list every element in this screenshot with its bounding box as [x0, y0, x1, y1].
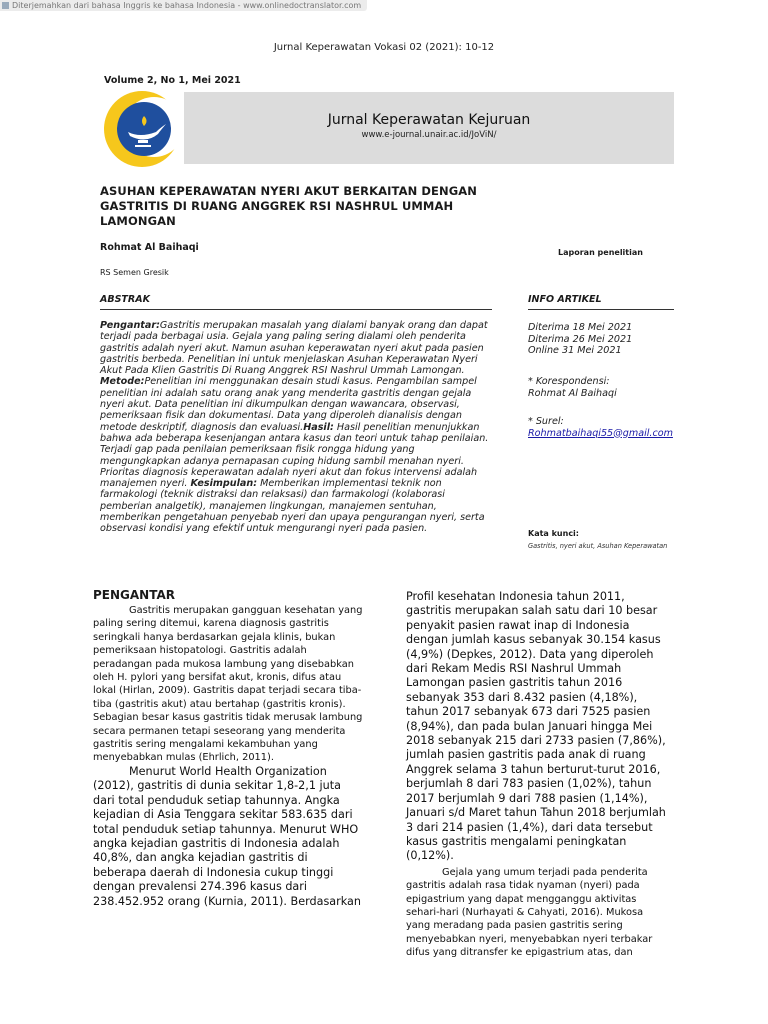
journal-header-bar — [184, 92, 674, 164]
info-rule — [528, 309, 674, 310]
title-line: GASTRITIS DI RUANG ANGGREK RSI NASHRUL UMMAH — [100, 199, 454, 213]
lamp-icon — [100, 90, 186, 168]
email-label: * Surel: — [528, 416, 564, 427]
metode-label: Metode: — [100, 376, 145, 388]
email-block — [528, 416, 673, 439]
journal-logo — [100, 90, 186, 168]
title-line: LAMONGAN — [100, 214, 176, 228]
kesimpulan-text: Memberikan implementasi teknik non farmakologi (teknik distraksi dan relaksasi) dan farmakologi (kolaborasi pemberian analgetik), manajemen lingkungan, manajemen sentuhan, memberikan pengetahuan penyebab nyeri dan upaya pengurangan nyeri, serta observasi kondisi yang efektif untuk mengurangi nyeri pada pasien. — [100, 478, 485, 535]
translator-icon — [2, 2, 9, 9]
email-link[interactable]: Rohmatbaihaqi55@gmail.com — [528, 427, 673, 439]
journal-url[interactable]: www.e-journal.unair.ac.id/JoViN/ — [361, 130, 497, 140]
pengantar-label: Pengantar: — [100, 320, 160, 331]
correspondence-label: * Korespondensi: — [528, 376, 610, 387]
article-type: Laporan penelitian — [558, 248, 643, 257]
info-heading: INFO ARTIKEL — [528, 294, 602, 305]
abstract-body — [100, 320, 492, 535]
author-name: Rohmat Al Baihaqi — [100, 242, 199, 253]
abstract-heading: ABSTRAK — [100, 294, 150, 305]
keywords-text: Gastritis, nyeri akut, Asuhan Keperawatan — [528, 542, 668, 550]
correspondence — [528, 376, 617, 399]
article-title — [100, 184, 480, 229]
article-dates — [528, 322, 632, 357]
volume-info: Volume 2, No 1, Mei 2021 — [104, 75, 241, 86]
received-date: Diterima 18 Mei 2021 — [528, 322, 633, 333]
kesimpulan-label: Kesimpulan: — [190, 478, 258, 490]
keywords-label: Kata kunci: — [528, 529, 579, 538]
hasil-label: Hasil: — [303, 421, 334, 433]
correspondence-name: Rohmat Al Baihaqi — [528, 387, 617, 399]
pengantar-text: Gastritis merupakan masalah yang dialami banyak orang dan dapat terjadi pada berbagai usia. Gejala yang paling sering dialami oleh penderita gastritis adalah nyeri akut. Namun asuhan keperawatan nyeri akut pada pasien gastritis berbeda. Penelitian ini untuk menjelaskan Asuhan Keperawatan Nyeri Akut Pada Klien Gastritis Di Ruang Anggrek RSI Nashrul Ummah Lamongan. — [100, 320, 488, 377]
title-line: ASUHAN KEPERAWATAN NYERI AKUT BERKAITAN DENGAN — [100, 184, 477, 198]
section-heading-pengantar: PENGANTAR — [93, 588, 175, 602]
paragraph: Gejala yang umum terjadi pada penderita gastritis adalah rasa tidak nyaman (nyeri) pada epigastrium yang dapat mengganggu aktivitas sehari-hari (Nurhayati & Cahyati, 2016). Mukosa yang meradang pada pasien gastritis sering menyebabkan nyeri, menyebabkan nyeri terbakar difus yang ditransfer ke epigastrium atas, dan — [406, 866, 653, 959]
abstract-rule — [100, 309, 492, 310]
translation-banner[interactable]: Diterjemahkan dari bahasa Inggris ke bahasa Indonesia - www.onlinedoctranslator.com — [0, 0, 367, 11]
paragraph: Profil kesehatan Indonesia tahun 2011, gastritis merupakan salah satu dari 10 besar penyakit pasien rawat inap di Indonesia dengan jumlah kasus sebanyak 30.154 kasus (4,9%) (Depkes, 2012). Data yang diperoleh dari Rekam Medis RSI Nashrul Ummah Lamongan pasien gastritis tahun 2016 sebanyak 353 dari 8.432 pasien (4,18%), tahun 2017 sebanyak 673 dari 7525 pasien (8,94%), dan pada bulan Januari hingga Mei 2018 sebanyak 215 dari 2733 pasien (7,86%), jumlah pasien gastritis pada anak di ruang Anggrek selama 3 tahun berturut-turut 2016, berjumlah 8 dari 783 pasien (1,02%), tahun 2017 berjumlah 9 dari 788 pasien (1,14%), Januari s/d Maret tahun Tahun 2018 berjumlah 3 dari 214 pasien (1,4%), dari data tersebut kasus gastritis mengalami peningkatan (0,12%). — [406, 590, 666, 863]
metode-text: Penelitian ini menggunakan desain studi kasus. Pengambilan sampel penelitian ini adalah satu orang anak yang menderita gastritis dengan gejala nyeri akut. Data penelitian ini dikumpulkan dengan wawancara, observasi, pemeriksaan fisik dan dokumentasi. Data yang diperoleh dianalisis dengan metode deskriptif, diagnosis dan evaluasi. — [100, 376, 477, 433]
running-header: Jurnal Keperawatan Vokasi 02 (2021): 10-12 — [273, 42, 495, 53]
left-column — [93, 604, 363, 909]
paragraph: Menurut World Health Organization (2012), gastritis di dunia sekitar 1,8-2,1 juta dari total penduduk setiap tahunnya. Angka kejadian di Asia Tenggara sekitar 583.635 dari total penduduk setiap tahunnya. Menurut WHO angka kejadian gastritis di Indonesia adalah 40,8%, dan angka kejadian gastritis di beberapa daerah di Indonesia cukup tinggi dengan prevalensi 274.396 kasus dari 238.452.952 orang (Kurnia, 2011). Berdasarkan — [93, 764, 361, 908]
author-affiliation: RS Semen Gresik — [100, 268, 169, 277]
paragraph: Gastritis merupakan gangguan kesehatan yang paling sering ditemui, karena diagnosis gastritis seringkali hanya berdasarkan gejala klinis, bukan pemeriksaan histopatologi. Gastritis adalah peradangan pada mukosa lambung yang disebabkan oleh H. pylori yang bersifat akut, kronis, difus atau lokal (Hirlan, 2009). Gastritis dapat terjadi secara tiba-tiba (gastritis akut) atau bertahap (gastritis kronis). Sebagian besar kasus gastritis tidak merusak lambung secara permanen tetapi seseorang yang menderita gastritis sering mengalami kekambuhan yang menyebabkan mulas (Ehrlich, 2011). — [93, 605, 363, 764]
journal-name: Jurnal Keperawatan Kejuruan — [327, 112, 531, 128]
hasil-text: Hasil penelitian menunjukkan bahwa ada beberapa kesenjangan antara kasus dan teori untuk tahap penilaian. Terjadi gap pada penilaian pemeriksaan fisik rongga hidung yang mengungkapkan adanya pernapasan cuping hidung sambil menahan nyeri. Prioritas diagnosis keperawatan adalah nyeri akut dan fokus intervensi adalah manajemen nyeri. — [100, 421, 489, 490]
right-column — [406, 590, 670, 960]
online-date: Online 31 Mei 2021 — [528, 345, 622, 356]
accepted-date: Diterima 26 Mei 2021 — [528, 333, 633, 345]
